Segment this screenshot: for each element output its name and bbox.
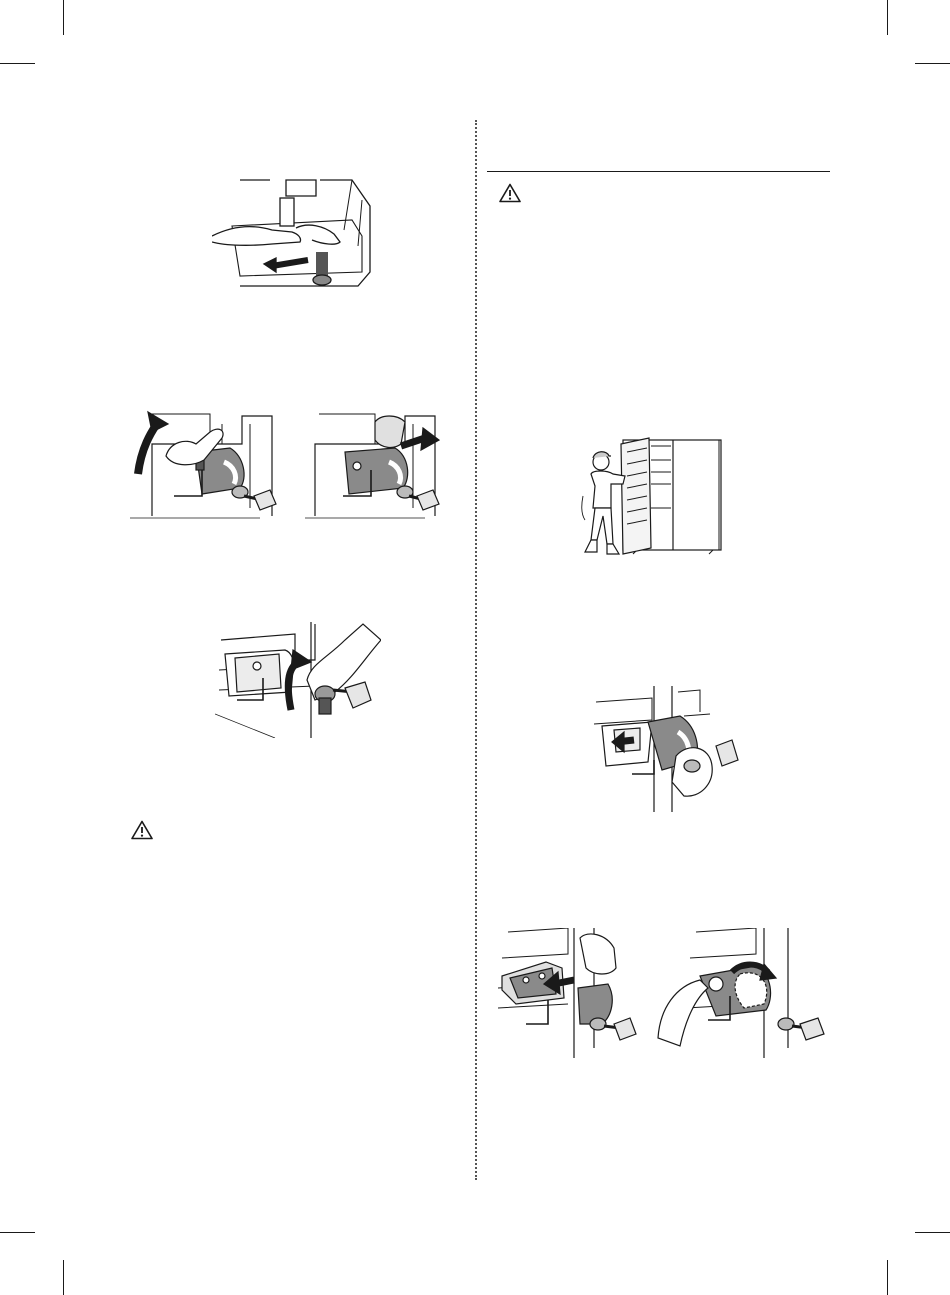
- fig-person-lifting-door: [573, 436, 731, 568]
- fig-hinge-remove-left: [130, 404, 278, 520]
- crop-mark: [0, 1232, 35, 1233]
- column-divider: [475, 120, 477, 1180]
- fig-hinge-insert: [592, 686, 742, 812]
- crop-mark: [63, 0, 64, 35]
- fig-hinge-fasten-right: [656, 928, 830, 1058]
- fig-hinge-remove-right: [305, 404, 445, 520]
- crop-mark: [915, 1232, 950, 1233]
- fig-water-line-disconnect: [212, 176, 374, 300]
- crop-mark: [63, 1260, 64, 1295]
- crop-mark: [887, 0, 888, 35]
- section-rule: [487, 171, 830, 172]
- crop-mark: [915, 63, 950, 64]
- fig-hinge-lift: [215, 620, 381, 738]
- warning-triangle-icon: [499, 183, 521, 203]
- crop-mark: [0, 63, 35, 64]
- warning-triangle-icon: [131, 820, 153, 840]
- crop-mark: [887, 1260, 888, 1295]
- fig-hinge-fasten-left: [498, 928, 638, 1058]
